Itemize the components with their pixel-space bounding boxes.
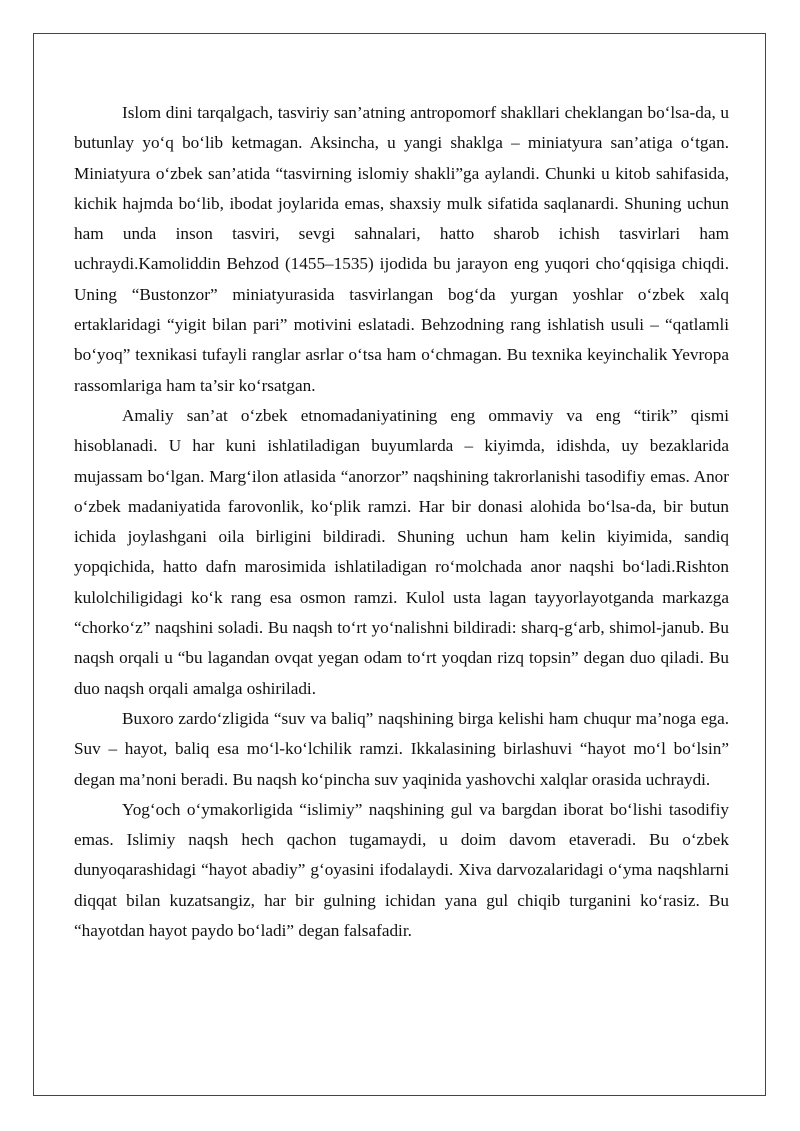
document-body <box>74 98 729 946</box>
page-border <box>33 33 766 1096</box>
paragraph-miniature: Islom dini tarqalgach, tasviriy san’atning antropomorf shakllari cheklangan bo‘lsa-da, u butunlay yo‘q bo‘lib ketmagan. Aksincha, u yangi shaklga – miniatyura san’atiga o‘tgan. Miniatyura o‘zbek san’atida “tasvirning islomiy shakli”ga aylandi. Chunki u kitob sahifasida, kichik hajmda bo‘lib, ibodat joylarida emas, shaxsiy mulk sifatida saqlanardi. Shuning uchun ham unda inson tasviri, sevgi sahnalari, hatto sharob ichish tasvirlari ham uchraydi.Kamoliddin Behzod (1455–1535) ijodida bu jarayon eng yuqori cho‘qqisiga chiqdi. Uning “Bustonzor” miniatyurasida tasvirlangan bog‘da yurgan yoshlar o‘zbek xalq ertaklaridagi “yigit bilan pari” motivini eslatadi. Behzodning rang ishlatish usuli – “qatlamli bo‘yoq” texnikasi tufayli ranglar asrlar o‘tsa ham o‘chmagan. Bu texnika keyinchalik Yevropa rassomlariga ham ta’sir ko‘rsatgan. <box>74 103 729 395</box>
paragraph-applied-art: Amaliy san’at o‘zbek etnomadaniyatining eng ommaviy va eng “tirik” qismi hisoblanadi. U har kuni ishlatiladigan buyumlarda – kiyimda, idishda, uy bezaklarida mujassam bo‘lgan. Marg‘ilon atlasida “anorzor” naqshining takrorlanishi tasodifiy emas. Anor o‘zbek madaniyatida farovonlik, ko‘plik ramzi. Har bir donasi alohida bo‘lsa-da, bir butun ichida joylashgani oila birligini bildiradi. Shuning uchun ham kelin kiyimida, sandiq yopqichida, hatto dafn marosimida ishlatiladigan ro‘molchada anor naqshi bo‘ladi.Rishton kulolchiligidagi ko‘k rang esa osmon ramzi. Kulol usta lagan tayyorlayotganda markazga “chorko‘z” naqshini soladi. Bu naqsh to‘rt yo‘nalishni bildiradi: sharq-g‘arb, shimol-janub. Bu naqsh orqali u “bu lagandan ovqat yegan odam to‘rt yoqdan rizq topsin” degan duo qiladi. Bu duo naqsh orqali amalga oshiriladi. <box>74 405 729 698</box>
paragraph-wood-carving: Yog‘och o‘ymakorligida “islimiy” naqshining gul va bargdan iborat bo‘lishi tasodifiy emas. Islimiy naqsh hech qachon tugamaydi, u doim davom etaveradi. Bu o‘zbek dunyoqarashidagi “hayot abadiy” g‘oyasini ifodalaydi. Xiva darvozalaridagi o‘yma naqshlarni diqqat bilan kuzatsangiz, har bir gulning ichidan yana gul chiqib turganini ko‘rasiz. Bu “hayotdan hayot paydo bo‘ladi” degan falsafadir. <box>74 799 729 941</box>
paragraph-zardozlik: Buxoro zardo‘zligida “suv va baliq” naqshining birga kelishi ham chuqur ma’noga ega. Suv – hayot, baliq esa mo‘l-ko‘lchilik ramzi. Ikkalasining birlashuvi “hayot mo‘l bo‘lsin” degan ma’noni beradi. Bu naqsh ko‘pincha suv yaqinida yashovchi xalqlar orasida uchraydi. <box>74 708 729 789</box>
